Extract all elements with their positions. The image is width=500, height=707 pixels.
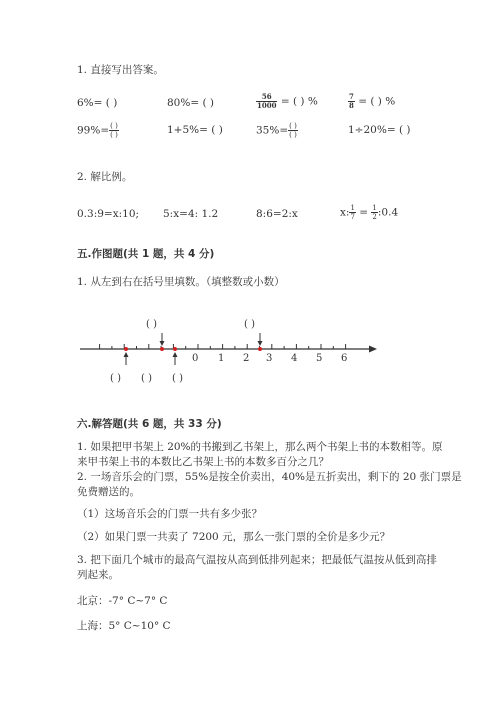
arrow-right-icon [369,346,377,353]
blank-paren: ( ) [244,319,255,330]
tick-label: 4 [291,353,298,364]
sec6-q2-line1: 2. 一场音乐会的门票，55%是按全价卖出，40%是五折卖出，剩下的 20 张门票是 [77,471,462,483]
q1-item-d: $\frac{7}{8}$ = ( ) % [349,92,396,110]
fraction: $\frac{1}{2}$ [372,204,377,221]
tick-label: 5 [316,353,323,364]
arrow-down-icon [258,341,263,346]
sec6-q2-sub2: （2）如果门票一共卖了 7200 元，那么一张门票的全价是多少元？ [77,531,391,543]
q2-title: 2. 解比例。 [77,171,133,183]
number-line-ticks [100,344,346,349]
q1-item-a: 6%= ( ) [77,97,118,109]
q1-item-c: $\frac{56}{1000}$ = ( ) % [257,92,318,110]
sec6-q1-line1: 1. 如果把甲书架上 20%的书搬到乙书架上，那么两个书架上书的本数相等。原 [77,441,443,453]
blank-paren: ( ) [110,373,121,384]
fraction: $\frac{56}{1000}$ [257,92,277,110]
fraction: $\frac{1}{7}$ [350,204,355,221]
sec6-q2-line2: 免费赠送的。 [77,486,140,498]
q1-item-h: 1÷20%= ( ) [348,124,411,136]
fraction: $\frac{( )}{( )}$ [289,122,297,139]
sec5-question-1: 1. 从左到右在括号里填数。（填整数或小数） [77,276,285,288]
section-6-title: 六.解答题(共 6 题，共 33 分) [77,418,222,430]
fraction: $\frac{7}{8}$ [349,92,354,110]
blank-paren: ( ) [146,319,157,330]
city-beijing: 北京：-7° C~7° C [77,595,168,607]
point-marker [258,347,262,351]
point-marker [160,347,164,351]
point-marker [173,347,177,351]
tick-label: 2 [243,353,250,364]
section-5-title: 五.作图题(共 1 题，共 4 分) [77,248,215,260]
city-shanghai: 上海：5° C~10° C [77,620,171,632]
number-line [0,305,500,395]
sec6-q3-line1: 3. 把下面几个城市的最高气温按从高到低排列起来；把最低气温按从低到高排 [77,554,437,566]
q1-item-e: 99%= $\frac{( )}{( )}$ [77,122,118,139]
q2-item-a: 0.3:9=x:10; [77,208,140,220]
arrow-down-icon [160,341,165,346]
q2-item-c: 8:6=2:x [256,208,298,220]
arrow-up-icon [124,352,129,357]
blank-paren: ( ) [172,373,183,384]
blank-paren: ( ) [141,373,152,384]
point-marker [124,347,128,351]
fraction: $\frac{( )}{( )}$ [110,122,118,139]
tick-label: 1 [218,353,225,364]
q1-item-f: 1+5%= ( ) [167,124,223,136]
q1-item-g: 35%= $\frac{( )}{( )}$ [256,122,297,139]
sec6-q3-line2: 列起来。 [77,569,119,581]
arrow-up-icon [173,352,178,357]
tick-label: 3 [266,353,273,364]
q2-item-d: x: $\frac{1}{7}$ = $\frac{1}{2}$ :0.4 [340,204,399,221]
q1-title: 1. 直接写出答案。 [77,64,164,76]
tick-label: 6 [341,353,348,364]
tick-label: 0 [192,353,199,364]
sec6-q2-sub1: （1）这场音乐会的门票一共有多少张？ [77,508,263,520]
q2-item-b: 5:x=4: 1.2 [163,208,219,220]
q1-item-b: 80%= ( ) [167,97,215,109]
sec6-q1-line2: 来甲书架上书的本数比乙书架上书的本数多百分之几？ [77,456,329,468]
